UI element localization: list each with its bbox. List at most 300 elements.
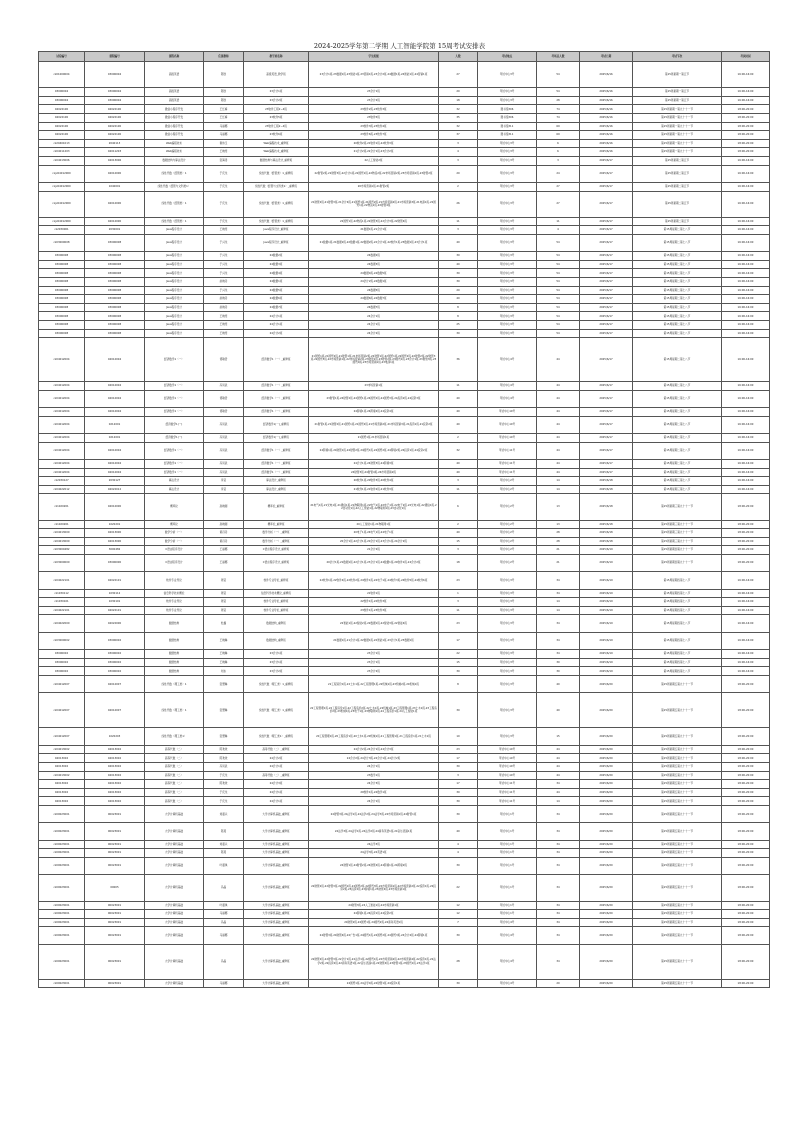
cell-count: 30: [439, 927, 478, 944]
cell-course-name: 高级英语: [145, 96, 204, 105]
cell-course-name: 经济数学1（一）: [145, 408, 204, 417]
cell-teaching-class: 线性代数（经管与文科类1）_重修班: [244, 182, 309, 191]
cell-paper-id: cz04012004: [39, 390, 85, 407]
cell-teaching-class: 24会计3班: [244, 780, 309, 789]
cell-date: 2025/6/17: [580, 321, 633, 330]
cell-location: 考试中心3号: [478, 295, 537, 304]
cell-date: 2025/6/20: [580, 875, 633, 901]
cell-teaching-class: 24会计1班: [244, 797, 309, 806]
cell-room-total: 54: [537, 62, 580, 88]
cell-teacher: 周莹: [204, 606, 244, 615]
cell-paper-id: cz00023001: [39, 805, 85, 822]
cell-teaching-class: 大学计算机基础_重修班: [244, 805, 309, 822]
cell-course-name: 数据结构: [145, 615, 204, 632]
cell-teacher: 王红梅: [204, 105, 244, 114]
cell-room-total: 54: [537, 303, 580, 312]
cell-course-name: 线性代数（经管类）1: [145, 165, 204, 182]
cell-session: 第15周星期四第七八节: [633, 589, 722, 598]
cell-course-name: Java程序设计: [145, 286, 204, 295]
cell-course-name: 经济数学1（一）: [145, 442, 204, 459]
cell-student-class: 24跨境1班,24投资1班,24投资2班: [309, 910, 439, 919]
cell-location: 考试中心3号: [478, 728, 537, 745]
cell-time: 16:00-16:00: [722, 433, 770, 442]
cell-time: 16:00-16:00: [722, 226, 770, 235]
cell-student-class: 22财管2班,22财管3班,22会计1班,22国贸1班,22物流2班,22市场营销2班,23市场营销1班,23财管2班: [309, 165, 439, 182]
cell-course-name: Java程序设计: [145, 329, 204, 338]
cell-date: 2025/6/17: [580, 234, 633, 251]
cell-student-class: 24会计2班,24会计1班,24会计3班: [309, 745, 439, 754]
cell-paper-id: 03000004: [39, 96, 85, 105]
cell-time: 18:00-20:00: [722, 823, 770, 840]
cell-course-id: 1040001: [85, 182, 145, 191]
cell-teaching-class: 数据结构与算法设计_重修班: [244, 156, 309, 165]
cell-course-name: Java程序设计: [145, 260, 204, 269]
cell-room-total: 69: [537, 131, 580, 140]
cell-student-class: 21国贸1班,21国贸2班,21财管1班,21市场营销2班,22财管1班,22国贸1班,22国贸2班,22财管2班,22财管3班,22国贸3班,22市场营销1班,22市场营销2班,23财管1班,23财管2班,23国贸1班,23会计1班,23财管3班,23国贸4班,23市场营销1班,23电商1班: [309, 338, 439, 382]
cell-paper-id: cz00023001: [39, 849, 85, 858]
cell-course-name: 数据结构: [145, 650, 204, 659]
cell-teacher: 王晓雯: [204, 226, 244, 235]
cell-teacher: 王红梅: [204, 113, 244, 122]
cell-student-class: 24会计1班: [309, 797, 439, 806]
cell-paper-id: cz04012004: [39, 442, 85, 459]
cell-count: 7: [439, 918, 478, 927]
cell-room-total: 14: [537, 477, 580, 486]
cell-room-total: 44: [537, 745, 580, 754]
cell-teaching-class: 数学分析（一）_重修班: [244, 537, 309, 546]
cell-location: 考试中心3号: [478, 148, 537, 157]
table-row: [39, 728, 770, 745]
table-row: [39, 901, 770, 910]
cell-student-class: 23会计2班: [309, 96, 439, 105]
cell-room-total: 14: [537, 797, 580, 806]
cell-session: 第15周星期三第九十十一节: [633, 537, 722, 546]
cell-date: 2025/6/20: [580, 918, 633, 927]
cell-date: 2025/6/19: [580, 615, 633, 632]
cell-student-class: 21数据1班,21会计1班,22数据1班,22智能1班,23会计1班,23数据1班: [309, 632, 439, 649]
cell-room-total: 74: [537, 113, 580, 122]
cell-location: 考试中心3号: [478, 572, 537, 589]
table-row: [39, 780, 770, 789]
cell-session: 第15周星期二第七八节: [633, 252, 722, 261]
cell-time: 16:00-16:00: [722, 598, 770, 607]
cell-course-name: Java程序设计: [145, 252, 204, 261]
cell-time: 16:00-16:00: [722, 217, 770, 226]
cell-teaching-class: 24会计1班: [244, 763, 309, 772]
cell-course-id: 04013000: [85, 529, 145, 538]
cell-course-id: 0212001: [85, 416, 145, 433]
cell-course-name: 算法设计: [145, 485, 204, 494]
cell-date: 2025/6/20: [580, 797, 633, 806]
cell-location: 考试中心3号: [478, 191, 537, 217]
cell-time: 18:00-20:00: [722, 840, 770, 849]
cell-count: 4: [439, 148, 478, 157]
cell-session: 第15周星期四第七八节: [633, 606, 722, 615]
cell-teaching-class: 数学分析（一）_重修班: [244, 529, 309, 538]
cell-paper-id: cz04012004: [39, 416, 85, 433]
cell-room-total: 34: [537, 632, 580, 649]
cell-paper-id: 03000008: [39, 329, 85, 338]
cell-room-total: 24: [537, 165, 580, 182]
cell-location: 考试中心11号: [478, 797, 537, 806]
cell-session: 第15周星期二第七八节: [633, 321, 722, 330]
cell-date: 2025/6/17: [580, 156, 633, 165]
cell-teacher: 于庆龙: [204, 191, 244, 217]
cell-room-total: 34: [537, 849, 580, 858]
cell-count: 40: [439, 390, 478, 407]
cell-paper-id: 04022100: [39, 113, 85, 122]
table-row: [39, 88, 770, 97]
cell-room-total: 34: [537, 650, 580, 659]
cell-count: 22: [439, 650, 478, 659]
cell-date: 2025/6/17: [580, 442, 633, 459]
cell-course-id: 03000008: [85, 295, 145, 304]
table-row: [39, 477, 770, 486]
cell-paper-id: 03000008: [39, 321, 85, 330]
cell-student-class: 24跨境1班,24跨境2班,24投资4班: [309, 408, 439, 417]
cell-date: 2025/6/17: [580, 303, 633, 312]
cell-teacher: 冯晶: [204, 944, 244, 979]
cell-course-id: 03000002: [85, 667, 145, 676]
cell-teacher: 陈欢欢: [204, 745, 244, 754]
col-header-count: 人数: [439, 52, 478, 62]
table-row: [39, 303, 770, 312]
cell-course-name: 高等代数（二）: [145, 780, 204, 789]
cell-session: 第15周星期二第七八节: [633, 312, 722, 321]
cell-paper-id: cz1020201: [39, 494, 85, 520]
cell-time: 18:00-20:00: [722, 979, 770, 988]
cell-teaching-class: 经济数学1（一）_重修班: [244, 382, 309, 391]
cell-student-class: 20会计1班,21数据1班,22会计1班,23会计1班,24数据1班,24软件1班,24会计2班: [309, 554, 439, 571]
cell-time: 16:00-16:00: [722, 295, 770, 304]
cell-paper-id: 03000008: [39, 303, 85, 312]
cell-course-name: 大学计算机基础: [145, 840, 204, 849]
cell-time: 16:00-16:00: [722, 269, 770, 278]
cell-date: 2025/6/19: [580, 658, 633, 667]
cell-location: 考试中心10号: [478, 408, 537, 417]
cell-location: 考试中心3号: [478, 650, 537, 659]
cell-student-class: 22工程管理1班,22工程造价1班,22工程造价2班,22土木1班,22机械1班,23工程管理1班,23土木1班,23工程造价2班,23机械1班,23电子1班,23物联网1班,24工程造价1班,24人工智能1班: [309, 693, 439, 728]
cell-count: 30: [439, 805, 478, 822]
cell-time: 16:00-16:00: [722, 62, 770, 88]
cell-location: 考试中心3号: [478, 260, 537, 269]
cell-student-class: 20会计1班,22会计1班,20会计1班,23会计1班,24会计2班: [309, 537, 439, 546]
cell-course-name: 大学计算机基础: [145, 901, 204, 910]
cell-location: 考试中心3号: [478, 139, 537, 148]
cell-course-id: 03000008: [85, 252, 145, 261]
cell-count: 40: [439, 295, 478, 304]
cell-student-class: 24数据6班,24数据7班: [309, 295, 439, 304]
cell-location: 考试中心10号: [478, 433, 537, 442]
table-row: [39, 105, 770, 114]
cell-session: 第15周星期二第五节: [633, 191, 722, 217]
cell-teacher: 陈欣: [204, 62, 244, 88]
cell-time: 18:00-20:00: [722, 875, 770, 901]
cell-date: 2025/6/20: [580, 693, 633, 728]
exam-schedule-table: [38, 51, 770, 988]
cell-teacher: 马丽娜: [204, 122, 244, 131]
cell-student-class: 23会计1班: [309, 88, 439, 97]
cell-count: 18: [439, 554, 478, 571]
cell-session: 第15周星期一第五节: [633, 96, 722, 105]
cell-count: 23: [439, 572, 478, 589]
cell-teaching-class: 线性代数（理工类）1_重修班: [244, 693, 309, 728]
cell-teaching-class: 大学计算机基础_重修班: [244, 875, 309, 901]
cell-course-name: 线性代数（理工类）1: [145, 693, 204, 728]
cell-date: 2025/6/17: [580, 217, 633, 226]
cell-teaching-class: 经济数学1（一）_重修班: [244, 338, 309, 382]
cell-room-total: 34: [537, 875, 580, 901]
cell-count: 1: [439, 589, 478, 598]
cell-room-total: 40: [537, 693, 580, 728]
cell-time: 16:00-16:00: [722, 96, 770, 105]
cell-date: 2025/6/17: [580, 382, 633, 391]
cell-course-name: 经济数学1（一）: [145, 338, 204, 382]
cell-room-total: 44: [537, 433, 580, 442]
cell-location: 考试中心3号: [478, 62, 537, 88]
cell-course-id: 04012000: [85, 191, 145, 217]
cell-session: 第15周星期二第七八节: [633, 382, 722, 391]
cell-session: 第15周星期四第七八节: [633, 615, 722, 632]
cell-location: 考试中心1号: [478, 823, 537, 840]
cell-time: 16:00-16:00: [722, 312, 770, 321]
cell-teacher: 谭敏哲: [204, 338, 244, 382]
cell-student-class: 23会计1班,23数据1班,23智能1班,23营销1班,23会计2班,24数据1班,24智能1班,24营销1班: [309, 62, 439, 88]
cell-paper-id: cz00023001: [39, 823, 85, 840]
cell-session: 第15周星期五第九十十一节: [633, 918, 722, 927]
cell-student-class: 20软件2班,21软件1班,22软件3班: [309, 139, 439, 148]
cell-teaching-class: C语言程序设计_重修班: [244, 554, 309, 571]
cell-time: 16:00-16:00: [722, 165, 770, 182]
cell-session: 第15周星期五第九十十一节: [633, 788, 722, 797]
cell-count: 12: [439, 901, 478, 910]
table-row: [39, 788, 770, 797]
cell-time: 16:00-16:00: [722, 485, 770, 494]
cell-date: 2025/6/18: [580, 529, 633, 538]
cell-count: 3: [439, 598, 478, 607]
cell-course-name: 大学计算机基础: [145, 875, 204, 901]
cell-location: 考试中心3号: [478, 303, 537, 312]
cell-teaching-class: 线性代数（经管类）1_重修班: [244, 191, 309, 217]
cell-room-total: 34: [537, 944, 580, 979]
cell-teacher: 马丽娜: [204, 131, 244, 140]
cell-time: 16:00-16:00: [722, 252, 770, 261]
cell-location: 考试中心4号: [478, 927, 537, 944]
cell-location: 考试中心3号: [478, 312, 537, 321]
cell-date: 2025/6/20: [580, 754, 633, 763]
cell-room-total: 4: [537, 226, 580, 235]
cell-teacher: 张慧琳: [204, 693, 244, 728]
cell-room-total: 34: [537, 589, 580, 598]
cell-session: 第15周星期五第九十十一节: [633, 849, 722, 858]
cell-session: 第15周星期五第九十十一节: [633, 901, 722, 910]
cell-location: 考试中心3号: [478, 329, 537, 338]
cell-teacher: 马丽娜: [204, 979, 244, 988]
cell-room-total: 44: [537, 338, 580, 382]
cell-time: 16:00-16:00: [722, 321, 770, 330]
cell-paper-id: cz04011203: [39, 148, 85, 157]
cell-date: 2025/6/19: [580, 572, 633, 589]
cell-date: 2025/6/18: [580, 537, 633, 546]
cell-count: 3: [439, 139, 478, 148]
cell-course-id: 04013002: [85, 745, 145, 754]
table-row: [39, 763, 770, 772]
cell-location: 考试中心4号: [478, 944, 537, 979]
cell-course-name: Java程序设计: [145, 234, 204, 251]
cell-teaching-class: 线性代数（经管类）1_重修班: [244, 217, 309, 226]
cell-course-name: 高等代数（二）: [145, 788, 204, 797]
cell-course-id: 00023001: [85, 805, 145, 822]
cell-student-class: 24财管3班,24人工智能1班,24市场营销1班: [309, 901, 439, 910]
cell-teaching-class: Web编程技术_重修班: [244, 148, 309, 157]
cell-date: 2025/6/16: [580, 148, 633, 157]
cell-date: 2025/6/19: [580, 546, 633, 555]
table-row: [39, 667, 770, 676]
cell-date: 2025/6/16: [580, 139, 633, 148]
cell-student-class: 24数据3班: [309, 260, 439, 269]
cell-count: 40: [439, 468, 478, 477]
cell-room-total: 11: [537, 217, 580, 226]
cell-teacher: 于庆龙: [204, 182, 244, 191]
cell-room-total: 44: [537, 763, 580, 772]
cell-paper-id: 04022100: [39, 105, 85, 114]
table-row: [39, 537, 770, 546]
cell-teacher: 冯凤武: [204, 382, 244, 391]
cell-teacher: 李莹: [204, 485, 244, 494]
col-header-paper-id: 试卷编号: [39, 52, 85, 62]
cell-teacher: 赵晓丹: [204, 278, 244, 287]
cell-date: 2025/6/17: [580, 312, 633, 321]
cell-session: 第15周星期一第九十十一节: [633, 148, 722, 157]
cell-room-total: 44: [537, 442, 580, 459]
cell-course-id: 00023001: [85, 849, 145, 858]
cell-course-id: 04013000: [85, 537, 145, 546]
cell-count: 23: [439, 615, 478, 632]
table-row: [39, 840, 770, 849]
cell-count: 10: [439, 728, 478, 745]
cell-date: 2025/6/16: [580, 113, 633, 122]
cell-teaching-class: 大学计算机基础_重修班: [244, 918, 309, 927]
cell-course-id: 04013002: [85, 754, 145, 763]
cell-date: 2025/6/17: [580, 269, 633, 278]
cell-session: 第15周星期一第九十十一节: [633, 113, 722, 122]
cell-date: 2025/6/19: [580, 554, 633, 571]
cell-room-total: 54: [537, 252, 580, 261]
cell-date: 2025/6/17: [580, 416, 633, 433]
cell-course-id: 00023001: [85, 840, 145, 849]
cell-student-class: 24财管3班,24法学1班,24法学2班,24法学3班,24市场营销1班,24财管1班: [309, 805, 439, 822]
cell-location: 考试中心3号: [478, 658, 537, 667]
cell-room-total: 44: [537, 468, 580, 477]
cell-course-id: 04012004: [85, 338, 145, 382]
cell-paper-id: 03000008: [39, 312, 85, 321]
cell-paper-id: cz04012004: [39, 408, 85, 417]
cell-room-total: 74: [537, 105, 580, 114]
cell-room-total: 21: [537, 554, 580, 571]
cell-room-total: 28: [537, 96, 580, 105]
cell-teacher: 张慧琳: [204, 728, 244, 745]
cell-room-total: 34: [537, 840, 580, 849]
table-row: [39, 338, 770, 382]
cell-paper-id: cz03000482: [39, 546, 85, 555]
cell-session: 第15周星期五第九十十一节: [633, 771, 722, 780]
cell-teacher: 陈燕: [204, 823, 244, 840]
cell-paper-id: cz1020201: [39, 520, 85, 529]
cell-course-id: 04022101: [85, 572, 145, 589]
cell-teacher: 李莹: [204, 477, 244, 486]
cell-session: 第15周星期二第七八节: [633, 442, 722, 459]
cell-location: 考试中心2号: [478, 485, 537, 494]
cell-session: 第15周星期五第九十十一节: [633, 754, 722, 763]
cell-date: 2025/6/17: [580, 408, 633, 417]
cell-course-name: 经济数学1(一): [145, 416, 204, 433]
cell-location: 考试中心4号: [478, 390, 537, 407]
cell-student-class: 24会计1班: [309, 763, 439, 772]
cell-teaching-class: 大学计算机基础_重修班: [244, 840, 309, 849]
cell-location: 考试中心2号: [478, 529, 537, 538]
cell-session: 第15周星期四第九十十一节: [633, 546, 722, 555]
cell-time: 16:00-16:00: [722, 442, 770, 459]
cell-student-class: 21会计2班,22会计1班,23会计2班: [309, 148, 439, 157]
cell-room-total: 34: [537, 918, 580, 927]
cell-course-id: 04012004: [85, 442, 145, 459]
table-row: [39, 96, 770, 105]
cell-paper-id: 03000008: [39, 269, 85, 278]
cell-teaching-class: 经济数学1(一)_重修班: [244, 416, 309, 433]
cell-student-class: 24国贸1班,24法学4班,24财管1班,24投资1班: [309, 979, 439, 988]
col-header-student-class: 学生班级: [309, 52, 439, 62]
cell-paper-id: cxjx04012000: [39, 182, 85, 191]
cell-date: 2025/6/20: [580, 676, 633, 693]
cell-course-id: 04012004: [85, 468, 145, 477]
cell-session: 第15周星期一第五节: [633, 88, 722, 97]
cell-course-id: 2040113: [85, 139, 145, 148]
cell-teacher: 于庆龙: [204, 797, 244, 806]
cell-date: 2025/6/20: [580, 771, 633, 780]
cell-teaching-class: 经济数学1(一)_重修班: [244, 433, 309, 442]
cell-location: 考试中心10号: [478, 763, 537, 772]
cell-teaching-class: 高级英语_教学班: [244, 62, 309, 88]
cell-teaching-class: 24会计1班: [244, 312, 309, 321]
cell-session: 第15周星期一第九十十一节: [633, 139, 722, 148]
cell-session: 第15周星期三第九十十一节: [633, 520, 722, 529]
cell-time: 18:00-20:00: [722, 546, 770, 555]
cell-date: 2025/6/17: [580, 329, 633, 338]
cell-teacher: 冯凤武: [204, 416, 244, 433]
cell-course-id: 04022012: [85, 485, 145, 494]
cell-location: 考试中心3号: [478, 598, 537, 607]
cell-paper-id: cz04022000: [39, 615, 85, 632]
cell-time: 16:00-16:00: [722, 615, 770, 632]
cell-session: 第15周星期二第七八节: [633, 338, 722, 382]
cell-course-id: 04013006: [85, 156, 145, 165]
cell-date: 2025/6/19: [580, 606, 633, 615]
cell-course-id: 04012000: [85, 494, 145, 520]
cell-teacher: 陈燕: [204, 849, 244, 858]
cell-room-total: 27: [537, 182, 580, 191]
cell-student-class: 20市场营销1班,21财管2班: [309, 182, 439, 191]
cell-count: 30: [439, 252, 478, 261]
cell-date: 2025/6/20: [580, 780, 633, 789]
cell-paper-id: cz04013002: [39, 745, 85, 754]
cell-student-class: 24数据7班: [309, 303, 439, 312]
cell-paper-id: 04013002: [39, 754, 85, 763]
cell-course-id: 03000008: [85, 321, 145, 330]
cell-course-name: 经济数学1（一）: [145, 382, 204, 391]
cell-time: 16:00-16:00: [722, 459, 770, 468]
table-row: [39, 131, 770, 140]
cell-location: 图书馆311: [478, 122, 537, 131]
